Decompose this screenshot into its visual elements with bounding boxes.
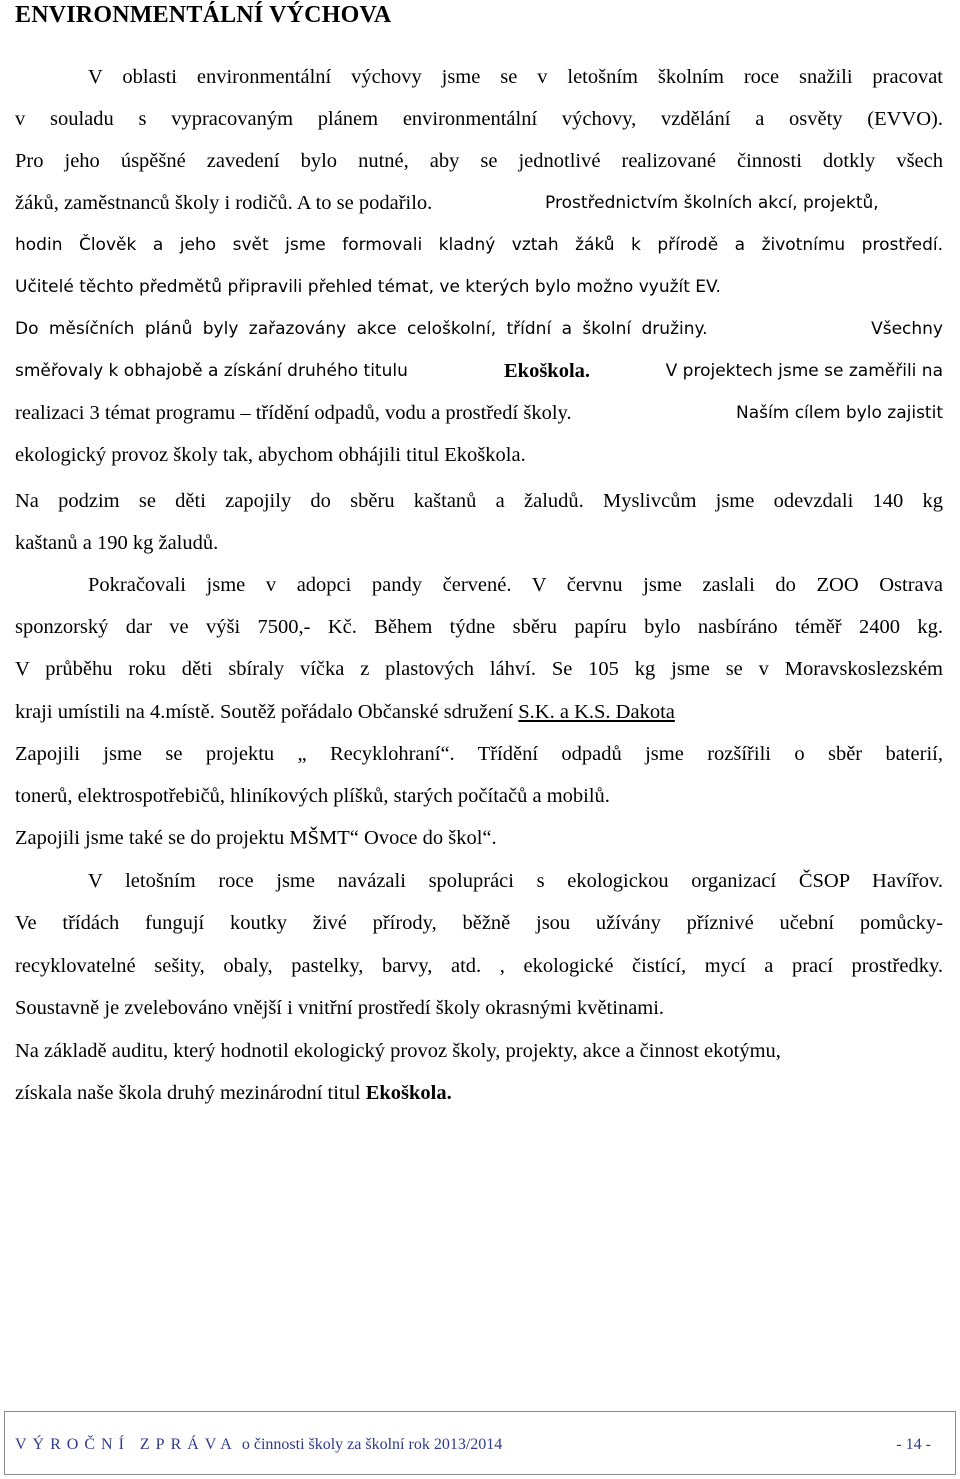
page-number: - 14 - <box>896 1436 931 1453</box>
paragraph-line: Soustavně je zvelebováno vnější i vnitřní prostředí školy okrasnými květinami. <box>15 997 665 1019</box>
text-span: realizaci 3 témat programu – třídění odpadů, vodu a prostředí školy. <box>15 402 572 424</box>
paragraph-line: recyklovatelné sešity, obaly, pastelky, barvy, atd. , ekologické čistící, mycí a prací prostředky. <box>15 955 943 977</box>
footer-title-spaced: VÝROČNÍ ZPRÁVA <box>15 1436 238 1453</box>
paragraph-line <box>15 188 943 218</box>
paragraph-line: Ve třídách fungují koutky živé přírody, běžně jsou užívány příznivé učební pomůcky- <box>15 912 943 934</box>
paragraph-line <box>15 314 943 344</box>
paragraph-line: Zapojili jsme také se do projektu MŠMT“ Ovoce do škol“. <box>15 827 497 849</box>
paragraph-line <box>15 1078 943 1108</box>
paragraph-line: Pro jeho úspěšné zavedení bylo nutné, aby se jednotlivé realizované činnosti dotkly všech <box>15 150 943 172</box>
text-span: V projektech jsme se zaměřili na <box>665 361 943 381</box>
page-heading: ENVIRONMENTÁLNÍ VÝCHOVA <box>15 2 392 28</box>
text-span: žáků, zaměstnanců školy i rodičů. A to se podařilo. <box>15 192 433 214</box>
paragraph-line <box>15 398 943 428</box>
paragraph-line: sponzorský dar ve výši 7500,- Kč. Během týdne sběru papíru bylo nasbíráno téměř 2400 kg. <box>15 616 943 638</box>
paragraph-line: v souladu s vypracovaným plánem environmentální výchovy, vzdělání a osvěty (EVVO). <box>15 108 943 130</box>
text-span: Prostřednictvím školních akcí, projektů, <box>545 193 879 213</box>
paragraph-line: kaštanů a 190 kg žaludů. <box>15 532 219 554</box>
paragraph-line: Na podzim se děti zapojily do sběru kaštanů a žaludů. Myslivcům jsme odevzdali 140 kg <box>15 490 943 512</box>
paragraph-line: Učitelé těchto předmětů připravili přehled témat, ve kterých bylo možno využít EV. <box>15 277 721 297</box>
ekoskola-bold: Ekoškola. <box>504 360 591 382</box>
paragraph-line: V oblasti environmentální výchovy jsme se v letošním školním roce snažili pracovat <box>88 66 943 88</box>
text-span: kraji umístili na 4.místě. Soutěž pořádalo Občanské sdružení <box>15 701 514 723</box>
text-span: získala naše škola druhý mezinárodní titul <box>15 1082 361 1104</box>
ekoskola-bold: Ekoškola. <box>365 1082 452 1104</box>
paragraph-line: V průběhu roku děti sbíraly víčka z plastových láhví. Se 105 kg jsme se v Moravskoslezském <box>15 658 943 680</box>
paragraph-line: tonerů, elektrospotřebičů, hliníkových plíšků, starých počítačů a mobilů. <box>15 785 610 807</box>
text-span: Do měsíčních plánů byly zařazovány akce celoškolní, třídní a školní družiny. <box>15 319 708 339</box>
paragraph-line: Pokračovali jsme v adopci pandy červené. V červnu jsme zaslali do ZOO Ostrava <box>88 574 943 596</box>
footer-title-rest: o činnosti školy za školní rok 2013/2014 <box>241 1436 503 1453</box>
paragraph-line: ekologický provoz školy tak, abychom obhájili titul Ekoškola. <box>15 444 526 466</box>
paragraph-line: Na základě auditu, který hodnotil ekologický provoz školy, projekty, akce a činnost ekotýmu, <box>15 1040 781 1062</box>
paragraph-line: V letošním roce jsme navázali spolupráci s ekologickou organizací ČSOP Havířov. <box>88 870 943 892</box>
paragraph-line <box>15 356 943 386</box>
text-span: Naším cílem bylo zajistit <box>736 403 943 423</box>
text-span: Všechny <box>871 319 943 339</box>
dakota-link: S.K. a K.S. Dakota <box>518 701 675 723</box>
paragraph-line: hodin Člověk a jeho svět jsme formovali kladný vztah žáků k přírodě a životnímu prostředí. <box>15 235 943 255</box>
footer-title <box>15 1436 502 1454</box>
paragraph-line <box>15 697 943 727</box>
text-span: směřovaly k obhajobě a získání druhého titulu <box>15 361 408 381</box>
page-footer <box>4 1411 956 1475</box>
paragraph-line: Zapojili jsme se projektu „ Recyklohraní“. Třídění odpadů jsme rozšířili o sběr baterií, <box>15 743 943 765</box>
